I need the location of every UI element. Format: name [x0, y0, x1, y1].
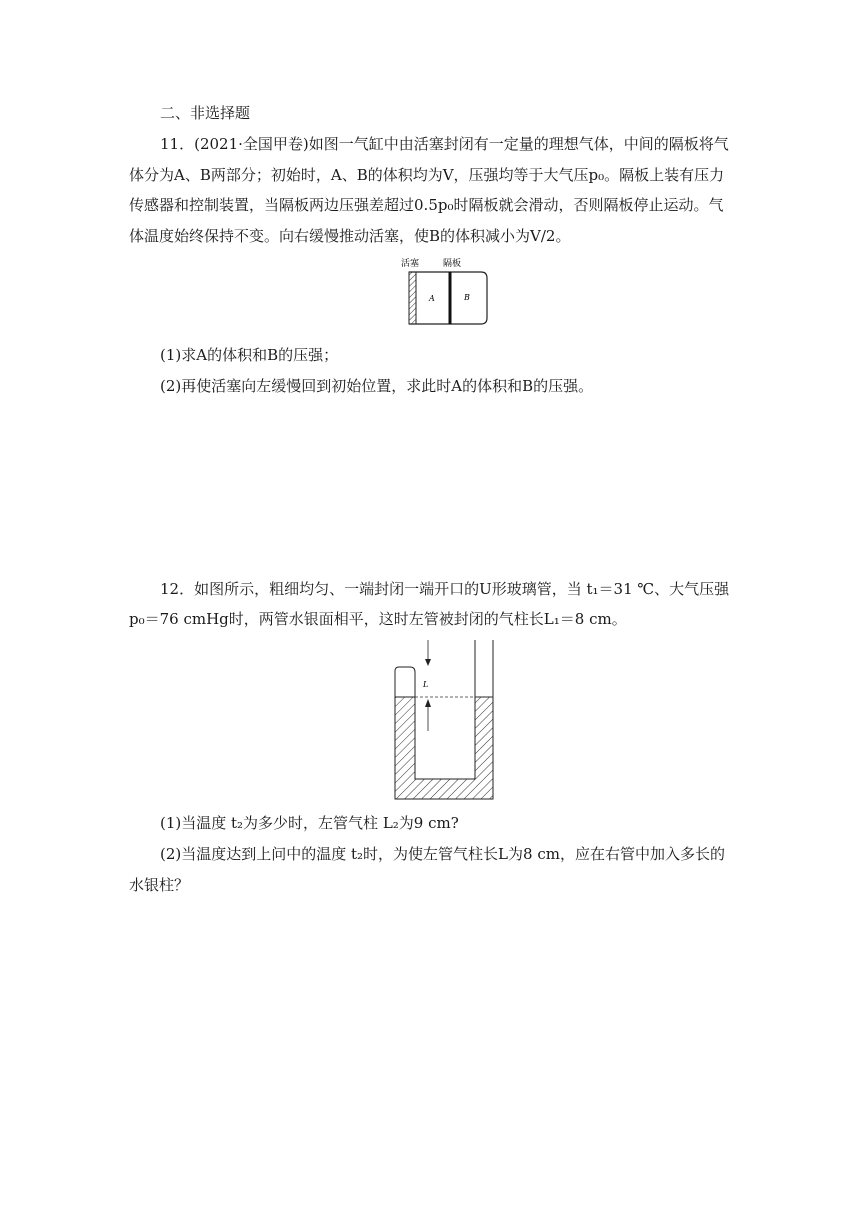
- u-tube-diagram: [390, 635, 500, 805]
- u-tube-body: [395, 697, 493, 799]
- cylinder-wall: [409, 272, 487, 324]
- q11-text-line-2: 体分为A、B两部分；初始时，A、B的体积均为V，压强均等于大气压p₀。隔板上装有压力: [129, 166, 725, 184]
- cylinder-diagram: [395, 255, 495, 330]
- q12-sub-question-1: (1)当温度 t₂为多少时，左管气柱 L₂为9 cm?: [160, 814, 459, 832]
- section-heading: 二、非选择题: [160, 104, 251, 122]
- q12-text-line-1: 12．如图所示，粗细均匀、一端封闭一端开口的U形玻璃管，当 t₁＝31 ℃、大气压强: [160, 580, 730, 598]
- q12-text-line-2: p₀＝76 cmHg时，两管水银面相平，这时左管被封闭的气柱长L₁＝8 cm。: [129, 610, 627, 628]
- q11-sub-question-1: (1)求A的体积和B的压强；: [160, 346, 339, 364]
- gas-b-label: B: [464, 293, 470, 302]
- q11-sub-question-2: (2)再使活塞向左缓慢回到初始位置，求此时A的体积和B的压强。: [160, 377, 594, 395]
- piston: [409, 272, 416, 324]
- gas-a-label: A: [429, 294, 435, 303]
- partition-label: 隔板: [443, 259, 462, 269]
- q11-text-line-1: 11．(2021·全国甲卷)如图一气缸中由活塞封闭有一定量的理想气体，中间的隔板将气: [160, 135, 729, 153]
- q11-text-line-4: 体温度始终保持不变。向右缓慢推动活塞，使B的体积减小为V/2。: [129, 227, 571, 245]
- q12-sub-question-2-line-1: (2)当温度达到上问中的温度 t₂时，为使左管气柱长L为8 cm，应在右管中加入多长的: [160, 845, 725, 863]
- arrow-bottom-head: [425, 699, 431, 707]
- q12-sub-question-2-line-2: 水银柱？: [129, 876, 190, 894]
- q11-text-line-3: 传感器和控制装置，当隔板两边压强差超过0.5p₀时隔板就会滑动，否则隔板停止运动。气: [129, 196, 724, 214]
- length-l-label: L: [423, 680, 429, 689]
- left-tube-closed-end: [395, 667, 415, 697]
- piston-label: 活塞: [401, 259, 420, 269]
- arrow-top-head: [425, 659, 431, 666]
